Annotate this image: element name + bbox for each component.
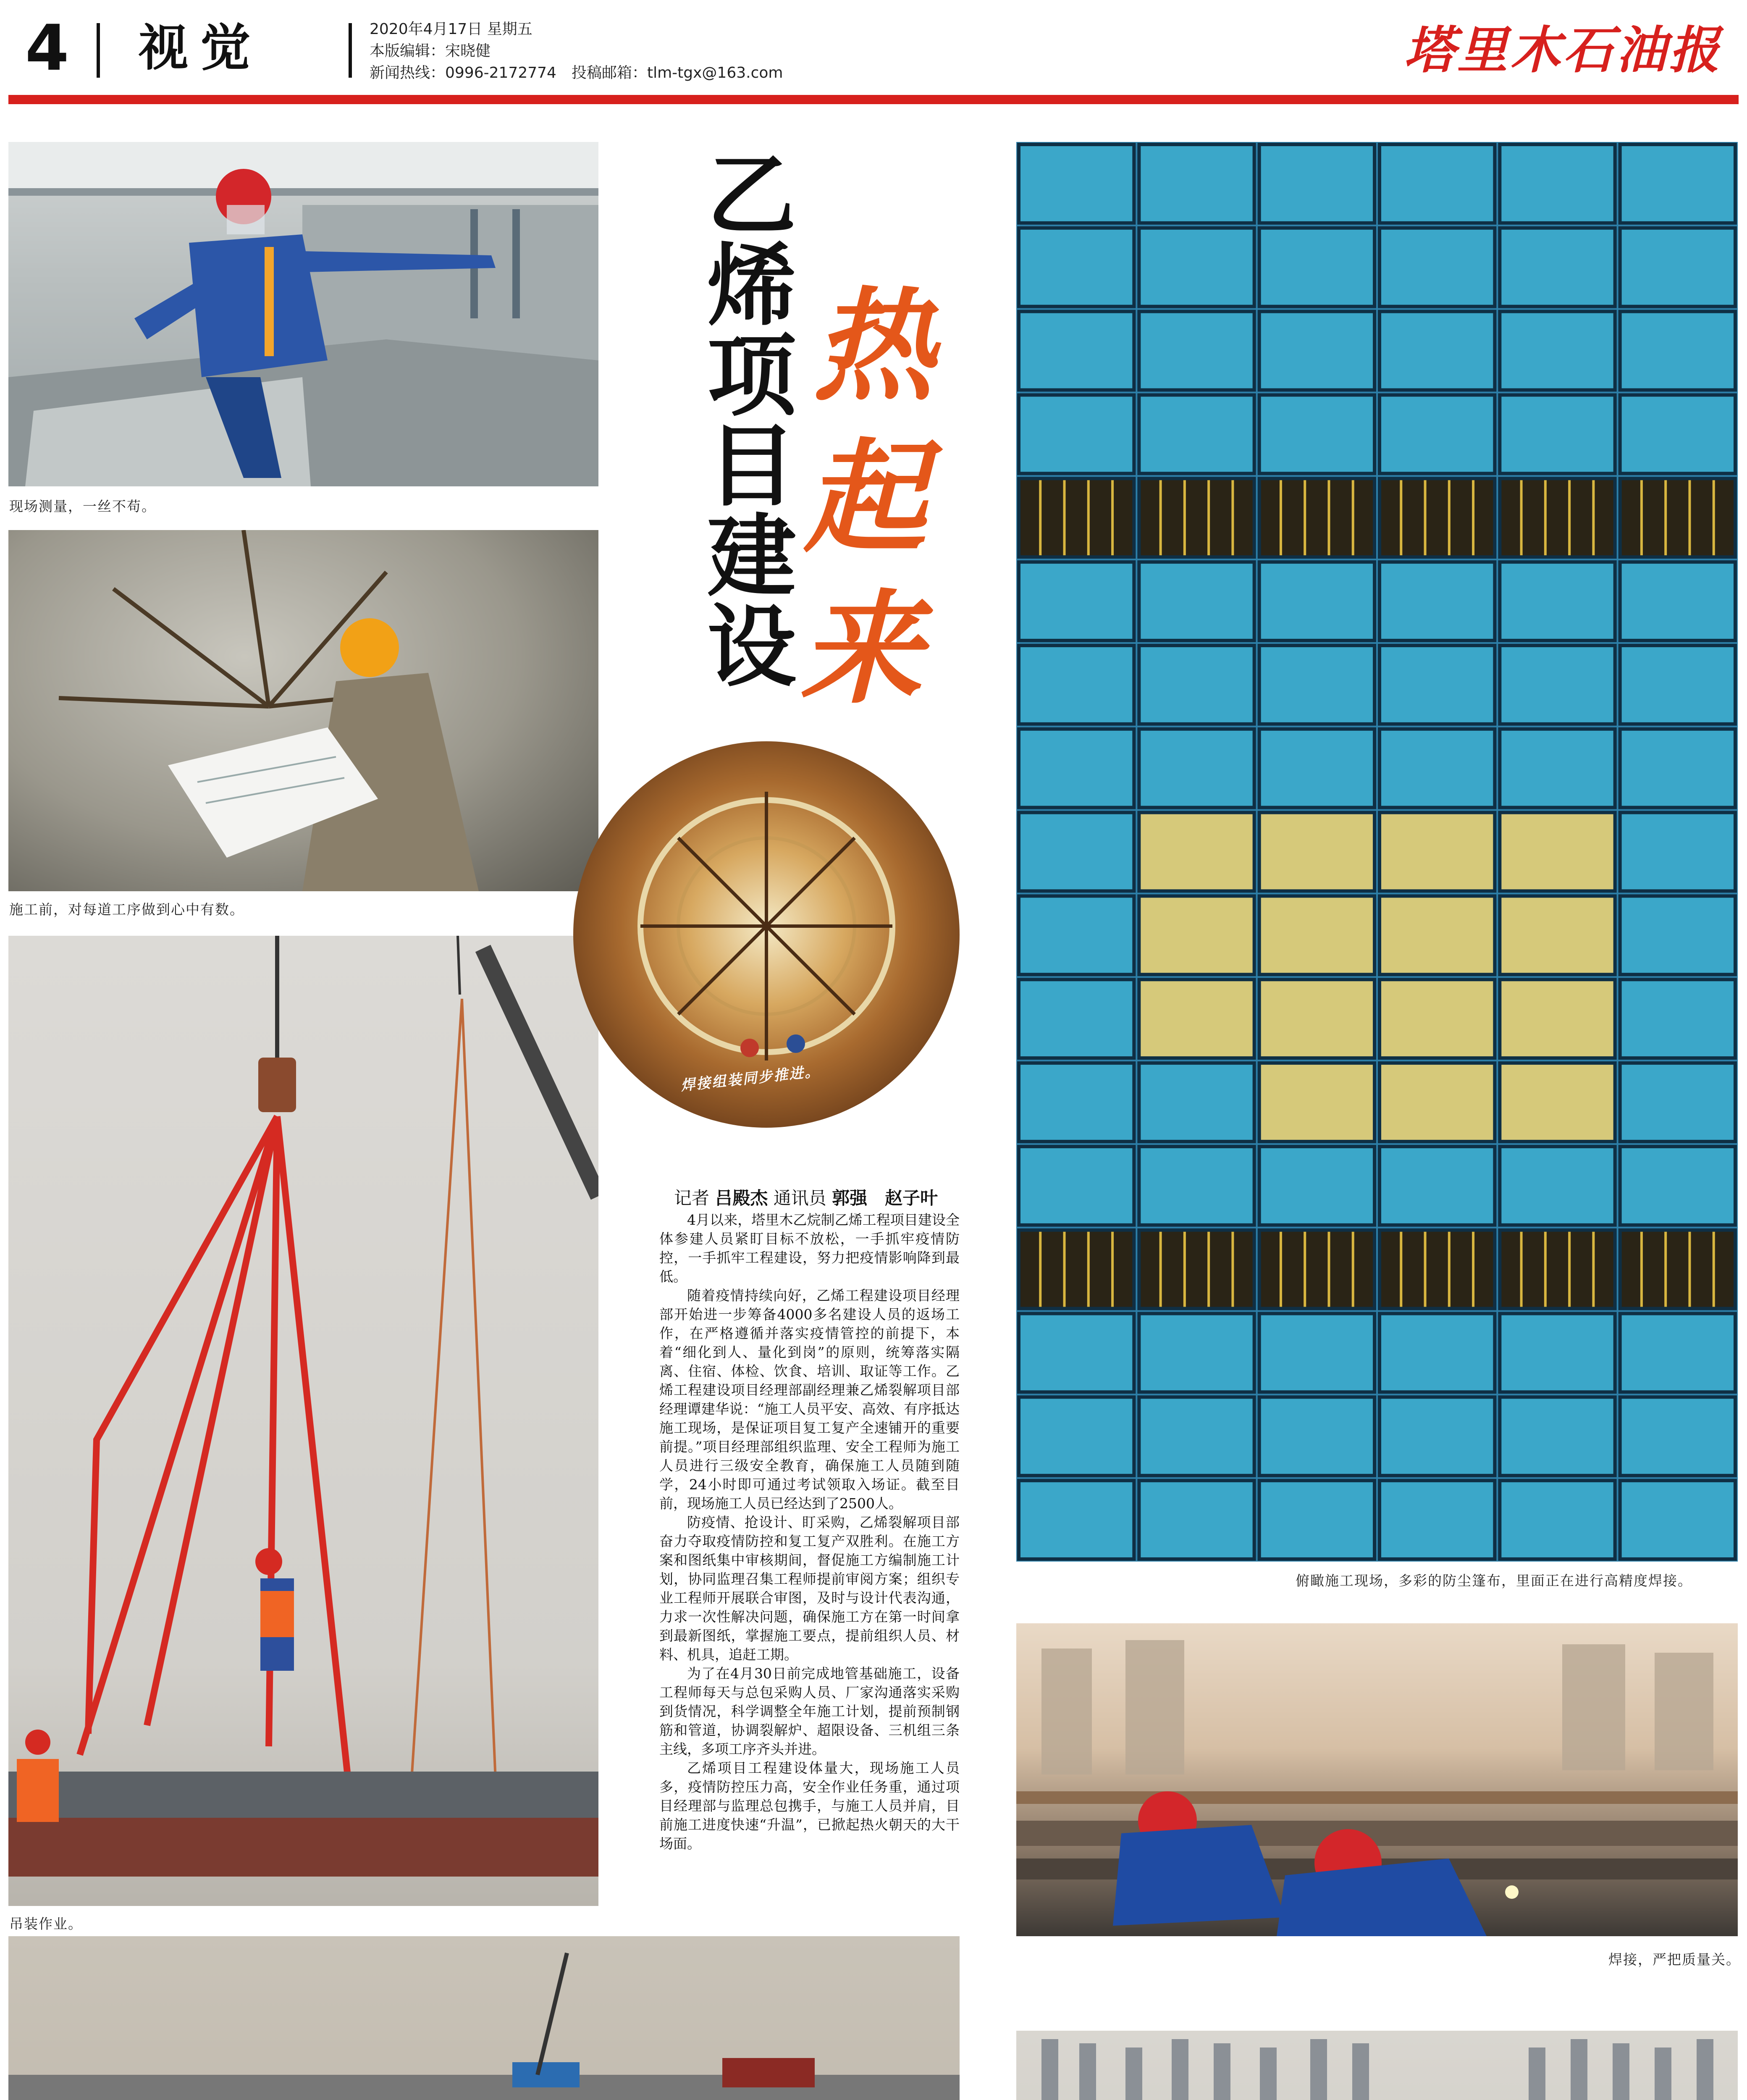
tarp-cell [1259,1147,1375,1225]
steel-column [1172,2039,1188,2100]
tarp-cell [1500,979,1615,1058]
tarp-cell [1380,646,1495,724]
article-paragraph: 4月以来，塔里木乙烷制乙烯工程项目建设全体参建人员紧盯目标不放松，一手抓牢疫情防控，一手抓牢工程建设，努力把疫情影响降到最低。 [659,1212,960,1285]
tarp-cell [1019,228,1134,307]
tarp-cell [1259,979,1375,1058]
tarp-cell [1019,562,1134,640]
tarp-cell [1259,228,1375,307]
headline-accent-char: 来 [800,578,922,720]
steel-column [1041,2039,1058,2100]
headline-char: 烯 [707,234,796,338]
tarp-cell [1380,1480,1495,1559]
tarp-cell [1139,144,1254,223]
headline-accent-char: 热 [813,275,934,418]
tarp-cell [1500,1314,1615,1392]
tarp-cell [1620,1397,1735,1475]
tarp-cell [1500,395,1615,473]
photo-steel-structure-art [1016,2031,1738,2100]
tarp-cell [1019,979,1134,1058]
steel-column [1529,2048,1545,2100]
tarp-cell [1139,1480,1254,1559]
headline-accent-char: 起 [804,426,926,569]
masthead-red-rule [8,95,1739,104]
tarp-cell [1500,646,1615,724]
tarp-cell [1620,1230,1735,1309]
submission-email: 投稿邮箱：tlm-tgx@163.com [571,64,783,81]
tarp-cell [1139,979,1254,1058]
tarp-cell [1139,228,1254,307]
correspondent-label: 通讯员 [773,1188,826,1208]
steel-column [1613,2043,1629,2100]
tarp-cell [1019,1147,1134,1225]
tarp-cell [1259,1314,1375,1392]
tarp-cell [1019,896,1134,974]
tarp-cell [1620,312,1735,390]
tarp-cell [1380,813,1495,891]
tarp-cell [1259,144,1375,223]
article-paragraph: 乙烯项目工程建设体量大，现场施工人员多，疫情防控压力高，安全作业任务重，通过项目经理部与监理总包携手，与施工人员并肩，目前施工进度快速“升温”，已掀起热火朝天的大干场面。 [659,1760,960,1852]
photo-welding [1016,1623,1738,1936]
photo-aerial-tarps [1016,142,1738,1562]
headline-char: 项 [707,324,796,428]
tarp-cell [1380,979,1495,1058]
photo-worker-reading-plans [8,530,598,891]
tarp-cell [1500,1230,1615,1309]
issue-date: 2020年4月17日 星期五 [370,21,532,38]
masthead-divider [349,23,352,78]
tarp-cell [1019,144,1134,223]
tarp-cell [1620,562,1735,640]
caption-welding: 焊接，严把质量关。 [1608,1951,1741,1968]
tarp-cell [1139,1147,1254,1225]
tarp-cell [1620,1480,1735,1559]
tarp-cell [1259,1230,1375,1309]
tarp-cell [1259,813,1375,891]
tarp-cell [1500,729,1615,808]
tarp-cell [1500,312,1615,390]
steel-column [1310,2039,1327,2100]
tarp-cell [1380,144,1495,223]
photo-welding-art [1016,1623,1738,1936]
tarp-cell [1139,729,1254,808]
tarp-cell [1139,896,1254,974]
tarp-cell [1500,1480,1615,1559]
tarp-cell [1380,1230,1495,1309]
tarp-cell [1259,896,1375,974]
tarp-cell [1139,813,1254,891]
tarp-cell [1019,646,1134,724]
tarp-cell [1259,562,1375,640]
caption-photo2: 施工前，对每道工序做到心中有数。 [9,901,244,918]
caption-photo1: 现场测量，一丝不苟。 [9,498,156,514]
tarp-cell [1019,729,1134,808]
tarp-cell [1139,395,1254,473]
steel-column [1079,2043,1096,2100]
tarp-cell [1380,1314,1495,1392]
tarp-cell [1620,646,1735,724]
tarp-cell [1380,395,1495,473]
steel-column [1260,2048,1277,2100]
tarp-cell [1500,1147,1615,1225]
tarp-cell [1380,1397,1495,1475]
masthead-divider [97,23,100,78]
correspondent-names: 郭强 赵子叶 [832,1188,938,1208]
hotline-number: 新闻热线：0996-2172774 [370,64,556,81]
article-paragraph: 随着疫情持续向好，乙烯工程建设项目经理部开始进一步筹备4000多名建设人员的返场工作，在严格遵循并落实疫情管控的前提下，本着“细化到人、量化到岗”的原则，统筹落实隔离、住宿、体检、饮食、培训、取证等工作。乙烯工程建设项目经理部副经理兼乙烯裂解项目部经理谭建华说：“施工人员平安、高效、有序抵达施工现场，是保证项目复工复产全速铺开的重要前提。”项目经理部组织监理、安全工程师为施工人员进行三级安全教育，确保施工人员随到随学，24小时即可通过考试领取入场证。截至目前，现场施工人员已经达到了2500人。 [659,1287,960,1512]
caption-circle: 焊接组装同步推进。 [680,1063,821,1095]
tarp-cell [1019,1397,1134,1475]
photo-steel-structure [1016,2031,1738,2100]
photo-circular-welding [573,741,960,1128]
photo-crane-lifting [8,936,598,1906]
tarp-cell [1380,228,1495,307]
photo-aerial-tarps-art [1016,142,1738,1562]
tarp-cell [1139,312,1254,390]
tarp-cell [1259,478,1375,557]
tarp-cell [1019,1063,1134,1142]
tarp-cell [1620,395,1735,473]
section-name: 视觉 [139,18,263,77]
tarp-cell [1259,729,1375,808]
tarp-cell [1139,1230,1254,1309]
tarp-cell [1019,1480,1134,1559]
page-editor: 本版编辑：宋晓健 [370,42,491,60]
photo-worker-measuring-art [8,142,598,486]
tarp-cell [1620,1147,1735,1225]
article-paragraph: 为了在4月30日前完成地管基础施工，设备工程师每天与总包采购人员、厂家沟通落实采购到货情况，科学调整全年施工计划，提前预制钢筋和管道，协调裂解炉、超限设备、三机组三条主线，多项工序齐头并进。 [659,1665,960,1757]
headline-char: 建 [707,505,796,609]
tarp-cell [1500,228,1615,307]
tarp-cell [1019,478,1134,557]
tarp-cell [1380,312,1495,390]
photo-worker-measuring [8,142,598,486]
tarp-cell [1019,1230,1134,1309]
photo-crane-lifting-art [8,936,598,1906]
tarp-cell [1500,562,1615,640]
tarp-cell [1019,395,1134,473]
tarp-cell [1259,395,1375,473]
steel-column [1214,2043,1230,2100]
caption-photo3: 吊装作业。 [9,1916,83,1932]
photo-worker-reading-plans-art [8,530,598,891]
tarp-cell [1620,478,1735,557]
reporter-label: 记者 [674,1188,710,1208]
tarp-cell [1259,1397,1375,1475]
caption-aerial: 俯瞰施工现场，多彩的防尘篷布，里面正在进行高精度焊接。 [1296,1572,1692,1589]
tarp-cell [1139,1397,1254,1475]
tarp-cell [1139,562,1254,640]
tarp-cell [1139,1314,1254,1392]
tarp-cell [1620,729,1735,808]
tarp-cell [1380,1147,1495,1225]
newspaper-logo: 塔里木石油报 [1404,21,1722,80]
tarp-cell [1139,1063,1254,1142]
tarp-cell [1500,1397,1615,1475]
news-hotline [370,64,783,82]
page-number: 4 [25,12,69,85]
tarp-cell [1380,729,1495,808]
tarp-cell [1019,312,1134,390]
tarp-cell [1620,228,1735,307]
tarp-cell [1620,1063,1735,1142]
tarp-cell [1259,1063,1375,1142]
steel-column [1571,2039,1587,2100]
tarp-cell [1500,896,1615,974]
tarp-cell [1380,1063,1495,1142]
tarp-cell [1259,1480,1375,1559]
tarp-cell [1380,478,1495,557]
tarp-cell [1380,562,1495,640]
tarp-cell [1259,646,1375,724]
steel-column [1697,2039,1713,2100]
tarp-cell [1500,144,1615,223]
tarp-cell [1139,646,1254,724]
tarp-cell [1500,478,1615,557]
tarp-cell [1380,896,1495,974]
tarp-cell [1259,312,1375,390]
steel-column [1352,2043,1369,2100]
steel-column [1125,2048,1142,2100]
tarp-cell [1620,813,1735,891]
tarp-cell [1500,813,1615,891]
tarp-cell [1019,813,1134,891]
tarp-cell [1500,1063,1615,1142]
tarp-cell [1620,979,1735,1058]
article-paragraph: 防疫情、抢设计、盯采购，乙烯裂解项目部奋力夺取疫情防控和复工复产双胜利。在施工方案和图纸集中审核期间，督促施工方编制施工计划，协同监理召集工程师提前审阅方案；组织专业工程师开展联合审图，及时与设计代表沟通，力求一次性解决问题，确保施工方在第一时间拿到最新图纸，掌握施工要点，提前组织人员、材料、机具，追赶工期。 [659,1514,960,1663]
tarp-cell [1620,144,1735,223]
tarp-cell [1139,478,1254,557]
reporter-name: 吕殿杰 [715,1188,768,1208]
article-byline [674,1184,938,1210]
steel-column [1655,2048,1671,2100]
headline-char: 设 [707,595,796,699]
article-body [659,1210,960,1853]
tarp-cell [1620,896,1735,974]
tarp-cell [1620,1314,1735,1392]
photo-stacked-pipes [8,1936,960,2100]
headline-char: 目 [707,415,796,518]
headline-char: 乙 [707,144,796,247]
photo-stacked-pipes-art [8,1936,960,2100]
tarp-cell [1019,1314,1134,1392]
